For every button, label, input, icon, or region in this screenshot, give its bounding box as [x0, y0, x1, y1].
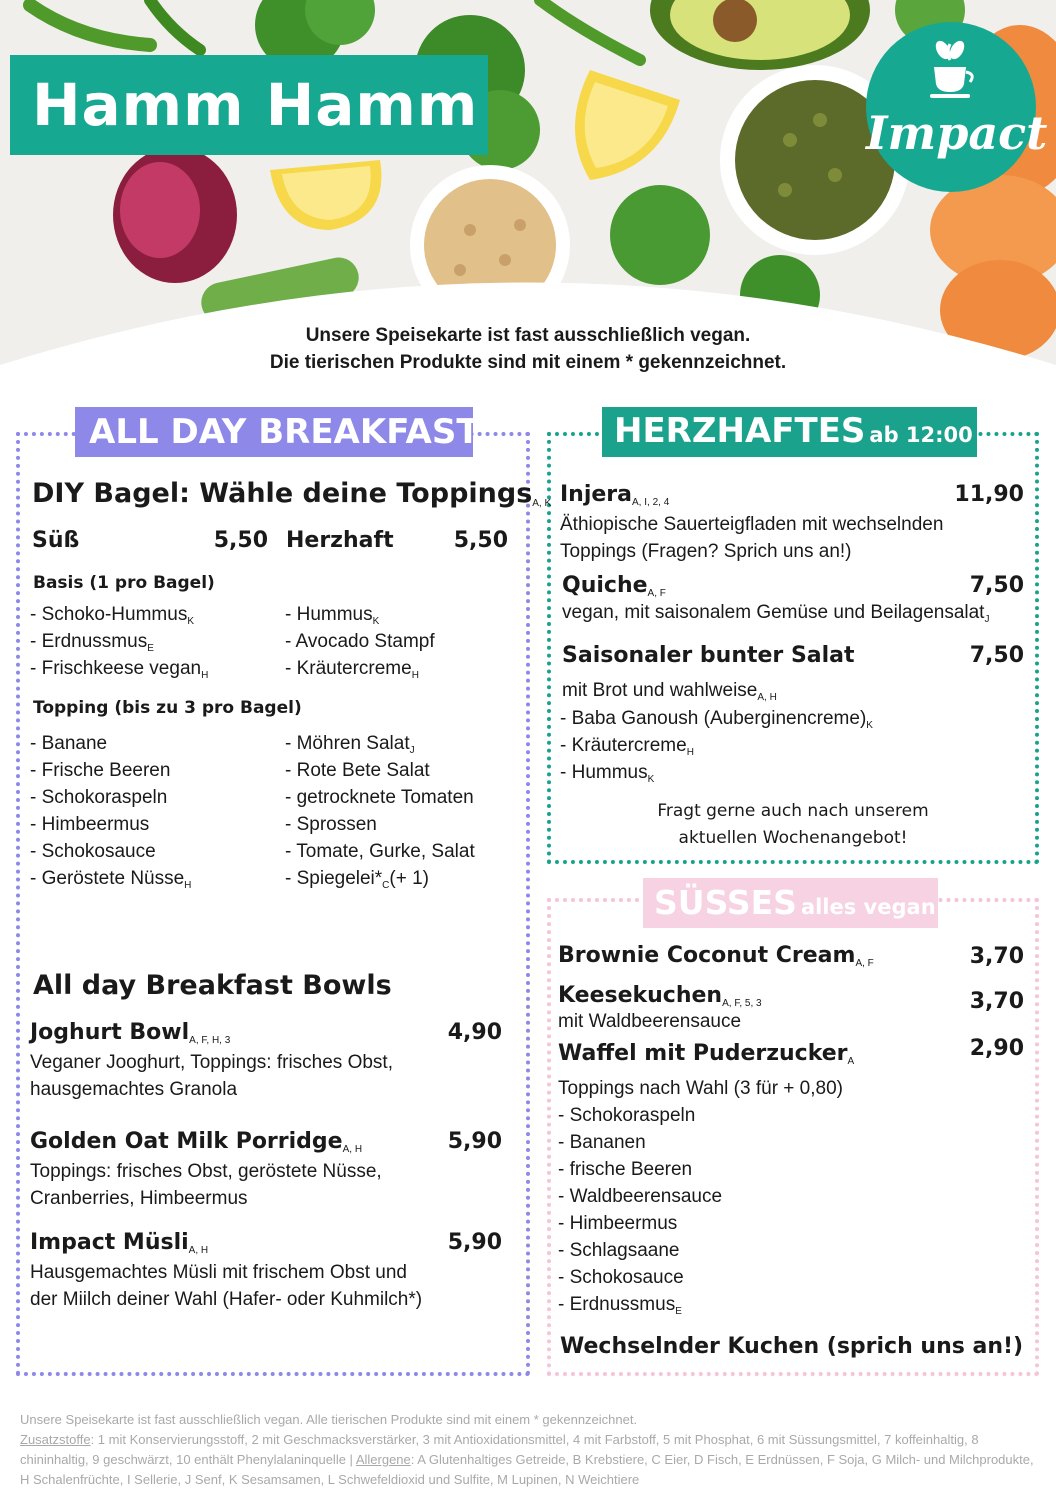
- page-title: Hamm Hamm: [32, 71, 479, 139]
- keesekuchen-desc: mit Waldbeerensauce: [558, 1011, 742, 1032]
- porridge-desc-2: Cranberries, Himbeermus: [30, 1188, 248, 1209]
- porridge-name: Golden Oat Milk Porridge$_{A, H}$: [30, 1129, 363, 1155]
- list-item: - Geröstete Nüsse$_H$: [30, 868, 192, 891]
- list-item: - Frischkeese vegan$_H$: [30, 658, 209, 681]
- list-item: - Baba Ganoush $(Auberginencreme)_K$: [560, 708, 873, 731]
- basis-label: Basis (1 pro Bagel): [33, 573, 215, 593]
- muesli-desc-2: der Miilch deiner Wahl (Hafer- oder Kuhmilch*): [30, 1289, 423, 1310]
- toppings-label: Toppings nach Wahl (3 für + 0,80): [558, 1078, 843, 1099]
- breakfast-section-title: ALL DAY BREAKFAST: [75, 407, 473, 457]
- suesses-section-title: [643, 878, 938, 928]
- suesses-subtitle: alles vegan: [800, 895, 936, 919]
- list-item: - Schlagsaane: [558, 1240, 680, 1261]
- bowls-title: All day Breakfast Bowls: [33, 970, 392, 1001]
- joghurt-bowl-desc-1: Veganer Jooghurt, Toppings: frisches Obst,: [30, 1052, 393, 1073]
- suesses-title: SÜSSES: [654, 883, 797, 922]
- basis-list-right: [285, 601, 435, 682]
- logo-text: Impact: [866, 106, 1048, 160]
- footer-legend-text: [20, 1430, 1036, 1490]
- topping-list-left: [30, 730, 191, 892]
- quiche-price: 7,50: [969, 573, 1024, 598]
- list-item: - Schokosauce: [558, 1267, 684, 1288]
- keesekuchen-name: Keesekuchen$_{A, F, 5, 3}$: [558, 983, 762, 1009]
- list-item: - Schoko-Hummus$_K$: [30, 604, 194, 627]
- waffel-price: 2,90: [969, 1036, 1024, 1061]
- brownie-price: 3,70: [969, 944, 1024, 969]
- injera-name: Injera$_{A, I, 2, 4}$: [560, 482, 670, 508]
- list-item: - Tomate, Gurke, Salat: [285, 841, 475, 862]
- salat-options-list: [560, 705, 873, 786]
- footer-legend: [20, 1410, 1036, 1490]
- list-item: - Erdnussmus$_E$: [558, 1294, 682, 1317]
- intro-text: [0, 322, 1056, 376]
- footer-line-1: Unsere Speisekarte ist fast ausschließlich vegan. Alle tierischen Produkte sind mit einem * gekennzeichnet.: [20, 1412, 638, 1427]
- keesekuchen-price: 3,70: [969, 989, 1024, 1014]
- joghurt-bowl-price: 4,90: [447, 1020, 502, 1045]
- impact-logo: [866, 22, 1048, 192]
- injera-desc-2: Toppings (Fragen? Sprich uns an!): [560, 541, 852, 562]
- list-item: - Schokoraspeln: [558, 1105, 696, 1126]
- list-item: - Bananen: [558, 1132, 646, 1153]
- zusatzstoffe-text: : 1 mit Konservierungsstoff, 2 mit Geschmacksverstärker, 3 mit Antioxidationsmittel, 4 mit Farbstoff, 5 mit Phosphat, 6 mit Süssungsmittel, 7 koffeinhaltig, 8 chininhaltig, 9 geschwärzt, 10 enthält Phenylalaninquelle |: [20, 1432, 979, 1467]
- list-item: - Waldbeerensauce: [558, 1186, 723, 1207]
- wochenangebot-note: [551, 798, 1035, 852]
- list-item: - Himbeermus: [30, 814, 150, 835]
- list-item: - Frische Beeren: [30, 760, 171, 781]
- herzhaftes-title: HERZHAFTES: [614, 411, 866, 451]
- list-item: - Schokoraspeln: [30, 787, 168, 808]
- topping-list-right: [285, 730, 475, 892]
- muesli-desc-1: Hausgemachtes Müsli mit frischem Obst und: [30, 1262, 407, 1283]
- porridge-price: 5,90: [447, 1129, 502, 1154]
- note-line-2: aktuellen Wochenangebot!: [678, 828, 908, 848]
- list-item: - Rote Bete Salat: [285, 760, 430, 781]
- bagel-title-text: DIY Bagel: Wähle deine Toppings: [32, 478, 533, 509]
- salat-name: Saisonaler bunter Salat: [562, 643, 855, 668]
- allergene-text: : A Glutenhaltiges Getreide, B Krebstiere, C Eier, D Fisch, E Erdnüssen, F Soja, G Milch- und Milchprodukte, H Schalenfrüchte, I Sellerie, J Senf, K Sesamsamen, L Schwefeldioxid und Sulfite, M Lupinen, N Weichtiere: [20, 1452, 1034, 1487]
- list-item: - Sprossen: [285, 814, 377, 835]
- zusatzstoffe-label: Zusatzstoffe: [20, 1432, 91, 1447]
- quiche-desc: vegan, mit saisonalem Gemüse und Beilagensalat$_J$: [562, 602, 990, 625]
- salat-price: 7,50: [969, 643, 1024, 668]
- savory-price: 5,50: [453, 528, 508, 553]
- sweet-price: 5,50: [213, 528, 268, 553]
- basis-list-left: [30, 601, 208, 682]
- list-item: - frische Beeren: [558, 1159, 693, 1180]
- injera-price: 11,90: [954, 482, 1024, 507]
- sweet-label: Süß: [32, 528, 80, 553]
- list-item: - $Spiegelei*_C(+ 1)$: [285, 868, 430, 891]
- list-item: - Himbeermus: [558, 1213, 678, 1234]
- quiche-name: Quiche$_{A, F}$: [562, 573, 666, 599]
- list-item: - Banane: [30, 733, 108, 754]
- suesses-toppings-list: [558, 1102, 722, 1318]
- list-item: - Hummus$_K$: [560, 762, 655, 785]
- brownie-name: Brownie Coconut Cream$_{A, F}$: [558, 943, 874, 969]
- list-item: - Kräutercreme$_H$: [285, 658, 419, 681]
- savory-label: Herzhaft: [286, 528, 394, 553]
- list-item: - Schokosauce: [30, 841, 156, 862]
- muesli-price: 5,90: [447, 1230, 502, 1255]
- list-item: - Erdnussmus$_E$: [30, 631, 154, 654]
- list-item: - Kräutercreme$_H$: [560, 735, 694, 758]
- note-line-1: Fragt gerne auch nach unserem: [657, 801, 929, 821]
- list-item: - Hummus$_K$: [285, 604, 380, 627]
- waffel-name: Waffel mit Puderzucker$_A$: [558, 1041, 855, 1067]
- topping-label: Topping (bis zu 3 pro Bagel): [33, 698, 302, 718]
- list-item: - getrocknete Tomaten: [285, 787, 474, 808]
- list-item: - Avocado Stampf: [285, 631, 435, 652]
- intro-line-2: Die tierischen Produkte sind mit einem * gekennzeichnet.: [269, 352, 787, 373]
- injera-desc-1: Äthiopische Sauerteigfladen mit wechselnden: [560, 514, 944, 535]
- joghurt-bowl-desc-2: hausgemachtes Granola: [30, 1079, 238, 1100]
- bagel-title: [32, 478, 551, 509]
- intro-line-1: Unsere Speisekarte ist fast ausschließlich vegan.: [305, 325, 751, 346]
- page-title-banner: [10, 55, 488, 155]
- kuchen-name: Wechselnder Kuchen (sprich uns an!): [560, 1334, 1024, 1359]
- bagel-title-allergens: A, K: [532, 498, 552, 509]
- list-item: - Möhren Salat$_J$: [285, 733, 415, 756]
- allergene-label: Allergene: [355, 1452, 411, 1467]
- joghurt-bowl-name: Joghurt Bowl$_{A, F, H, 3}$: [30, 1020, 231, 1046]
- salat-desc: mit Brot und wahlweise$_{A, H}$: [562, 680, 777, 703]
- herzhaftes-section-title: [602, 407, 977, 457]
- herzhaftes-subtitle: ab 12:00: [869, 423, 973, 447]
- muesli-name: Impact Müsli$_{A, H}$: [30, 1230, 209, 1256]
- porridge-desc-1: Toppings: frisches Obst, geröstete Nüsse,: [30, 1161, 382, 1182]
